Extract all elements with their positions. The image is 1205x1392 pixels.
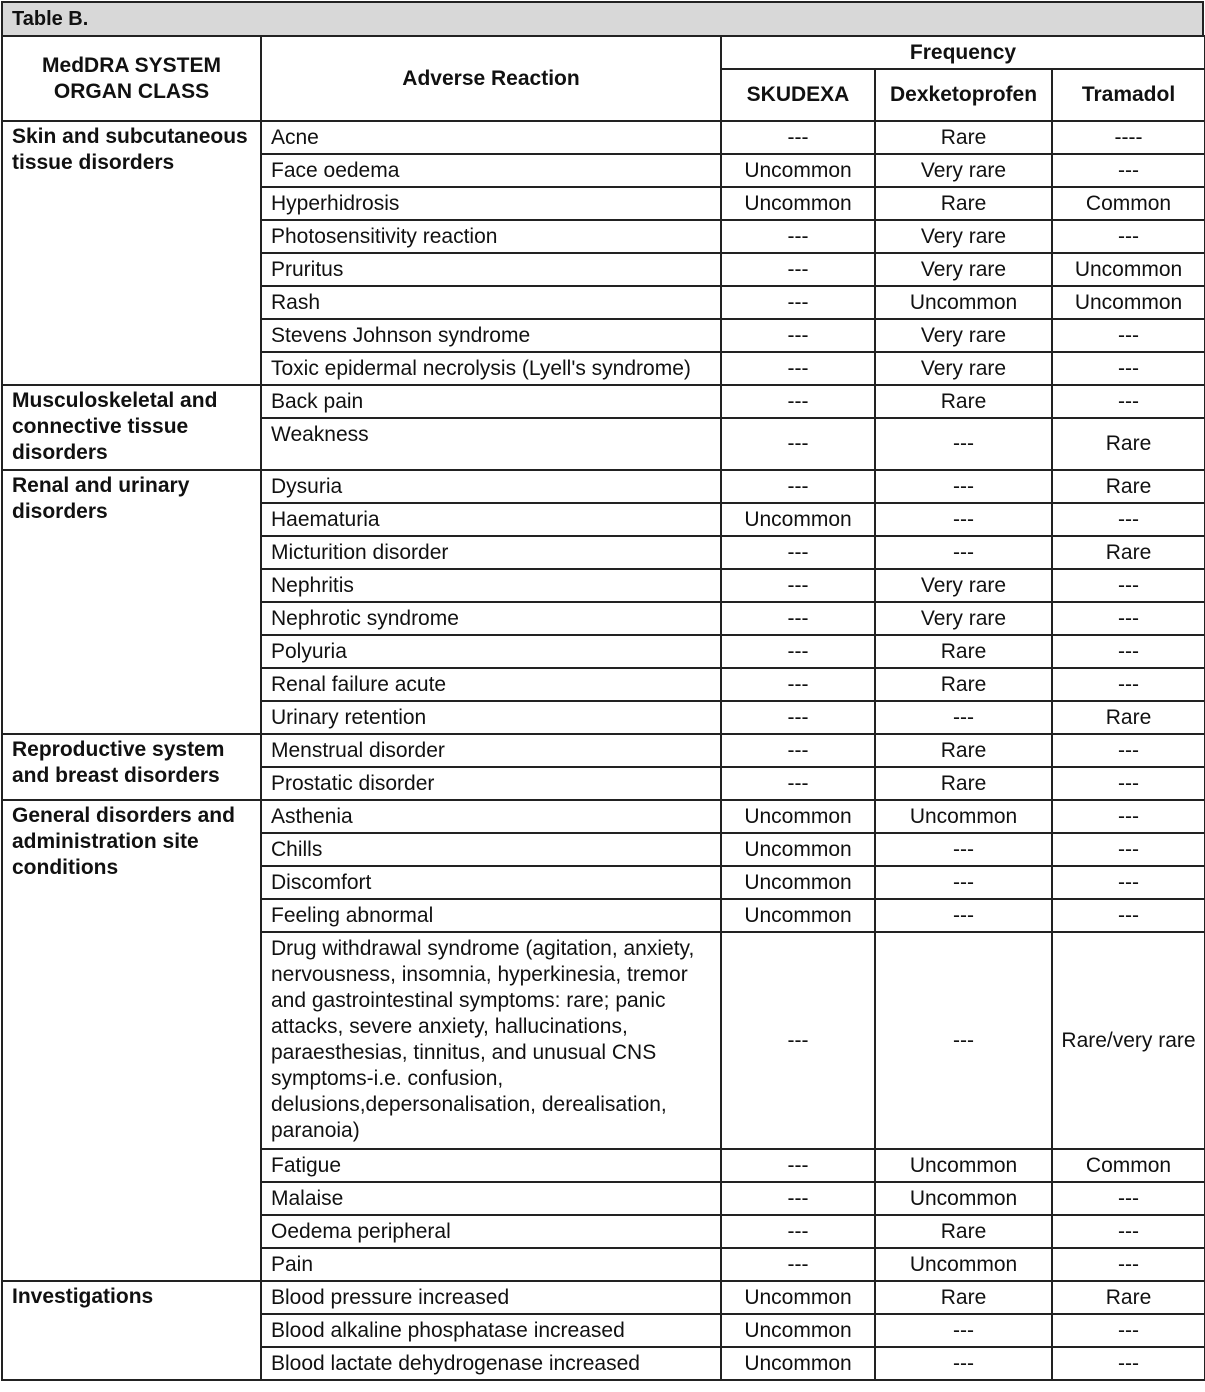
adverse-reaction-cell: Fatigue (261, 1149, 721, 1182)
skudexa-frequency-cell: Uncommon (721, 503, 875, 536)
skudexa-frequency-cell: Uncommon (721, 833, 875, 866)
skudexa-frequency-cell: --- (721, 734, 875, 767)
adverse-reaction-cell: Discomfort (261, 866, 721, 899)
adverse-reaction-cell: Menstrual disorder (261, 734, 721, 767)
tramadol-frequency-cell: --- (1052, 352, 1205, 385)
tramadol-frequency-cell: --- (1052, 385, 1205, 418)
adverse-reaction-cell: Asthenia (261, 800, 721, 833)
skudexa-frequency-cell: --- (721, 1149, 875, 1182)
table-row (2, 800, 1205, 833)
skudexa-frequency-cell: Uncommon (721, 154, 875, 187)
tramadol-frequency-cell: --- (1052, 220, 1205, 253)
adverse-reaction-cell: Urinary retention (261, 701, 721, 734)
dexketoprofen-frequency-cell: --- (875, 470, 1052, 503)
dexketoprofen-frequency-cell: Rare (875, 734, 1052, 767)
tramadol-frequency-cell: Rare/very rare (1052, 932, 1205, 1149)
system-organ-class-cell: Musculoskeletal and connective tissue disorders (2, 385, 261, 470)
dexketoprofen-frequency-cell: Rare (875, 187, 1052, 220)
skudexa-frequency-cell: Uncommon (721, 866, 875, 899)
adverse-reaction-cell: Pain (261, 1248, 721, 1281)
adverse-reaction-cell: Face oedema (261, 154, 721, 187)
skudexa-frequency-cell: Uncommon (721, 1281, 875, 1314)
tramadol-frequency-cell: --- (1052, 767, 1205, 800)
dexketoprofen-frequency-cell: Very rare (875, 220, 1052, 253)
skudexa-frequency-cell: Uncommon (721, 800, 875, 833)
dexketoprofen-frequency-cell: --- (875, 1314, 1052, 1347)
dexketoprofen-frequency-cell: Rare (875, 1215, 1052, 1248)
tramadol-frequency-cell: --- (1052, 1215, 1205, 1248)
adverse-reaction-cell: Oedema peripheral (261, 1215, 721, 1248)
dexketoprofen-frequency-cell: Uncommon (875, 1149, 1052, 1182)
skudexa-frequency-cell: --- (721, 701, 875, 734)
tramadol-frequency-cell: --- (1052, 503, 1205, 536)
skudexa-frequency-cell: --- (721, 668, 875, 701)
tramadol-frequency-cell: Rare (1052, 536, 1205, 569)
skudexa-frequency-cell: --- (721, 385, 875, 418)
skudexa-frequency-cell: --- (721, 602, 875, 635)
adverse-reaction-cell: Back pain (261, 385, 721, 418)
skudexa-frequency-cell: Uncommon (721, 1314, 875, 1347)
dexketoprofen-frequency-cell: Uncommon (875, 286, 1052, 319)
dexketoprofen-frequency-cell: --- (875, 866, 1052, 899)
table-row (2, 734, 1205, 767)
adverse-reaction-cell: Blood lactate dehydrogenase increased (261, 1347, 721, 1380)
tramadol-frequency-cell: --- (1052, 1248, 1205, 1281)
dexketoprofen-frequency-cell: Rare (875, 385, 1052, 418)
adverse-reaction-cell: Blood alkaline phosphatase increased (261, 1314, 721, 1347)
skudexa-frequency-cell: Uncommon (721, 187, 875, 220)
tramadol-frequency-cell: Rare (1052, 470, 1205, 503)
dexketoprofen-frequency-cell: Uncommon (875, 800, 1052, 833)
dexketoprofen-frequency-cell: Rare (875, 635, 1052, 668)
tramadol-frequency-cell: --- (1052, 800, 1205, 833)
adverse-reaction-cell: Dysuria (261, 470, 721, 503)
dexketoprofen-frequency-cell: Very rare (875, 569, 1052, 602)
adverse-reaction-cell: Nephritis (261, 569, 721, 602)
tramadol-frequency-cell: Common (1052, 1149, 1205, 1182)
tramadol-frequency-cell: --- (1052, 668, 1205, 701)
skudexa-frequency-cell: --- (721, 932, 875, 1149)
table-body (2, 121, 1205, 1380)
tramadol-frequency-cell: --- (1052, 833, 1205, 866)
dexketoprofen-frequency-cell: Rare (875, 1281, 1052, 1314)
table-row (2, 385, 1205, 418)
adverse-reaction-cell: Chills (261, 833, 721, 866)
tramadol-frequency-cell: ---- (1052, 121, 1205, 154)
skudexa-frequency-cell: --- (721, 767, 875, 800)
adverse-reactions-table (1, 35, 1205, 1381)
adverse-reaction-cell: Renal failure acute (261, 668, 721, 701)
skudexa-frequency-cell: --- (721, 319, 875, 352)
adverse-reaction-cell: Photosensitivity reaction (261, 220, 721, 253)
adverse-reaction-cell: Nephrotic syndrome (261, 602, 721, 635)
system-organ-class-cell: Reproductive system and breast disorders (2, 734, 261, 800)
adverse-reaction-cell: Micturition disorder (261, 536, 721, 569)
tramadol-frequency-cell: --- (1052, 899, 1205, 932)
tramadol-frequency-cell: --- (1052, 602, 1205, 635)
skudexa-frequency-cell: --- (721, 470, 875, 503)
dexketoprofen-frequency-cell: Very rare (875, 602, 1052, 635)
table-header (2, 36, 1205, 121)
header-tramadol: Tramadol (1052, 69, 1205, 121)
tramadol-frequency-cell: --- (1052, 866, 1205, 899)
skudexa-frequency-cell: --- (721, 220, 875, 253)
skudexa-frequency-cell: Uncommon (721, 899, 875, 932)
dexketoprofen-frequency-cell: Rare (875, 668, 1052, 701)
skudexa-frequency-cell: --- (721, 286, 875, 319)
tramadol-frequency-cell: --- (1052, 1314, 1205, 1347)
tramadol-frequency-cell: Common (1052, 187, 1205, 220)
header-dexketoprofen: Dexketoprofen (875, 69, 1052, 121)
skudexa-frequency-cell: --- (721, 536, 875, 569)
system-organ-class-cell: Skin and subcutaneous tissue disorders (2, 121, 261, 385)
tramadol-frequency-cell: --- (1052, 569, 1205, 602)
skudexa-frequency-cell: --- (721, 635, 875, 668)
dexketoprofen-frequency-cell: --- (875, 536, 1052, 569)
dexketoprofen-frequency-cell: Uncommon (875, 1182, 1052, 1215)
header-adverse-reaction: Adverse Reaction (261, 36, 721, 121)
skudexa-frequency-cell: --- (721, 1182, 875, 1215)
adverse-reaction-cell: Rash (261, 286, 721, 319)
dexketoprofen-frequency-cell: Rare (875, 767, 1052, 800)
tramadol-frequency-cell: Uncommon (1052, 253, 1205, 286)
table-row (2, 1281, 1205, 1314)
tramadol-frequency-cell: --- (1052, 1347, 1205, 1380)
dexketoprofen-frequency-cell: --- (875, 503, 1052, 536)
adverse-reaction-cell: Malaise (261, 1182, 721, 1215)
table-row (2, 121, 1205, 154)
dexketoprofen-frequency-cell: Very rare (875, 154, 1052, 187)
skudexa-frequency-cell: --- (721, 1215, 875, 1248)
dexketoprofen-frequency-cell: --- (875, 701, 1052, 734)
adverse-reaction-cell: Polyuria (261, 635, 721, 668)
system-organ-class-cell: Investigations (2, 1281, 261, 1380)
table-title: Table B. (1, 1, 1204, 35)
tramadol-frequency-cell: Rare (1052, 701, 1205, 734)
dexketoprofen-frequency-cell: Rare (875, 121, 1052, 154)
dexketoprofen-frequency-cell: Very rare (875, 319, 1052, 352)
header-skudexa: SKUDEXA (721, 69, 875, 121)
skudexa-frequency-cell: --- (721, 352, 875, 385)
dexketoprofen-frequency-cell: Uncommon (875, 1248, 1052, 1281)
skudexa-frequency-cell: --- (721, 1248, 875, 1281)
adverse-reaction-cell: Haematuria (261, 503, 721, 536)
adverse-reaction-cell: Stevens Johnson syndrome (261, 319, 721, 352)
tramadol-frequency-cell: --- (1052, 1182, 1205, 1215)
dexketoprofen-frequency-cell: Very rare (875, 253, 1052, 286)
skudexa-frequency-cell: --- (721, 418, 875, 470)
adverse-reaction-cell: Hyperhidrosis (261, 187, 721, 220)
system-organ-class-cell: Renal and urinary disorders (2, 470, 261, 734)
header-soc: MedDRA SYSTEM ORGAN CLASS (2, 36, 261, 121)
tramadol-frequency-cell: Uncommon (1052, 286, 1205, 319)
adverse-reaction-cell: Feeling abnormal (261, 899, 721, 932)
adverse-reaction-cell: Drug withdrawal syndrome (agitation, anxiety, nervousness, insomnia, hyperkinesia, tremor and gastrointestinal symptoms: rare; panic attacks, severe anxiety, hallucinations, paraesthesias, tinnitus, and unusual CNS symptoms-i.e. confusion, delusions,depersonalisation, derealisation, paranoia) (261, 932, 721, 1149)
skudexa-frequency-cell: --- (721, 569, 875, 602)
skudexa-frequency-cell: Uncommon (721, 1347, 875, 1380)
header-frequency: Frequency (721, 36, 1205, 69)
adverse-reaction-cell: Blood pressure increased (261, 1281, 721, 1314)
dexketoprofen-frequency-cell: --- (875, 833, 1052, 866)
dexketoprofen-frequency-cell: --- (875, 899, 1052, 932)
skudexa-frequency-cell: --- (721, 121, 875, 154)
adverse-reaction-cell: Weakness (261, 418, 721, 470)
tramadol-frequency-cell: --- (1052, 635, 1205, 668)
tramadol-frequency-cell: Rare (1052, 1281, 1205, 1314)
dexketoprofen-frequency-cell: Very rare (875, 352, 1052, 385)
tramadol-frequency-cell: --- (1052, 319, 1205, 352)
dexketoprofen-frequency-cell: --- (875, 932, 1052, 1149)
adverse-reaction-cell: Toxic epidermal necrolysis (Lyell's syndrome) (261, 352, 721, 385)
adverse-reactions-table-container (1, 1, 1204, 1381)
tramadol-frequency-cell: --- (1052, 734, 1205, 767)
skudexa-frequency-cell: --- (721, 253, 875, 286)
tramadol-frequency-cell: --- (1052, 154, 1205, 187)
dexketoprofen-frequency-cell: --- (875, 1347, 1052, 1380)
adverse-reaction-cell: Acne (261, 121, 721, 154)
dexketoprofen-frequency-cell: --- (875, 418, 1052, 470)
system-organ-class-cell: General disorders and administration site conditions (2, 800, 261, 1281)
adverse-reaction-cell: Pruritus (261, 253, 721, 286)
table-row (2, 470, 1205, 503)
tramadol-frequency-cell: Rare (1052, 418, 1205, 470)
adverse-reaction-cell: Prostatic disorder (261, 767, 721, 800)
